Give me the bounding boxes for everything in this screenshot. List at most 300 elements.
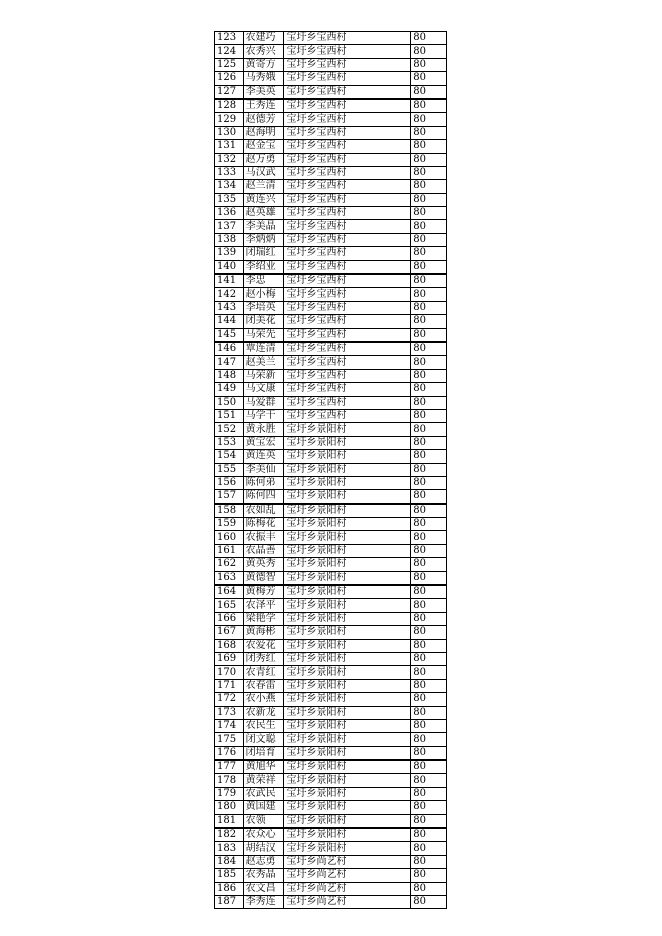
name-cell: 李炳炳 <box>243 233 284 246</box>
table-row <box>215 166 447 179</box>
table-row <box>215 342 447 356</box>
address-cell: 宝圩乡宝西村 <box>284 113 411 126</box>
row-number-cell: 162 <box>215 558 244 571</box>
row-number-cell: 165 <box>215 599 244 612</box>
row-number-cell: 147 <box>215 356 244 369</box>
name-cell: 李美仙 <box>243 463 284 476</box>
row-number-cell: 157 <box>215 490 244 504</box>
row-number-cell: 183 <box>215 842 244 855</box>
table-row <box>215 746 447 760</box>
name-cell: 覃连清 <box>243 342 284 356</box>
amount-cell: 80 <box>411 369 447 382</box>
table-row <box>215 383 447 396</box>
row-number-cell: 145 <box>215 328 244 342</box>
amount-cell: 80 <box>411 396 447 409</box>
address-cell: 宝圩乡宝西村 <box>284 193 411 206</box>
address-cell: 宝圩乡宝西村 <box>284 207 411 220</box>
amount-cell: 80 <box>411 476 447 489</box>
table-row <box>215 58 447 71</box>
name-cell: 黄德智 <box>243 571 284 585</box>
amount-cell: 80 <box>411 153 447 166</box>
row-number-cell: 142 <box>215 288 244 301</box>
address-cell: 宝圩乡尚艺村 <box>284 896 411 909</box>
amount-cell: 80 <box>411 828 447 842</box>
amount-cell: 80 <box>411 450 447 463</box>
table-row <box>215 490 447 504</box>
address-cell: 宝圩乡宝西村 <box>284 288 411 301</box>
amount-cell: 80 <box>411 869 447 882</box>
address-cell: 宝圩乡景阳村 <box>284 476 411 489</box>
amount-cell: 80 <box>411 774 447 787</box>
amount-cell: 80 <box>411 855 447 868</box>
address-cell: 宝圩乡宝西村 <box>284 315 411 328</box>
address-cell: 宝圩乡景阳村 <box>284 652 411 665</box>
amount-cell: 80 <box>411 85 447 99</box>
table-row <box>215 760 447 774</box>
table-row <box>215 733 447 746</box>
row-number-cell: 178 <box>215 774 244 787</box>
table-row <box>215 423 447 436</box>
table-row <box>215 126 447 139</box>
row-number-cell: 175 <box>215 733 244 746</box>
address-cell: 宝圩乡景阳村 <box>284 774 411 787</box>
table-row <box>215 301 447 314</box>
address-cell: 宝圩乡宝西村 <box>284 247 411 260</box>
row-number-cell: 163 <box>215 571 244 585</box>
address-cell: 宝圩乡景阳村 <box>284 733 411 746</box>
amount-cell: 80 <box>411 706 447 719</box>
row-number-cell: 124 <box>215 45 244 58</box>
address-cell: 宝圩乡宝西村 <box>284 153 411 166</box>
row-number-cell: 143 <box>215 301 244 314</box>
amount-cell: 80 <box>411 207 447 220</box>
row-number-cell: 144 <box>215 315 244 328</box>
amount-cell: 80 <box>411 842 447 855</box>
name-cell: 黄国建 <box>243 801 284 814</box>
amount-cell: 80 <box>411 463 447 476</box>
amount-cell: 80 <box>411 45 447 58</box>
table-row <box>215 896 447 909</box>
table-row <box>215 652 447 665</box>
amount-cell: 80 <box>411 233 447 246</box>
name-cell: 李培英 <box>243 301 284 314</box>
address-cell: 宝圩乡景阳村 <box>284 828 411 842</box>
name-cell: 胡结汉 <box>243 842 284 855</box>
address-cell: 宝圩乡景阳村 <box>284 571 411 585</box>
table-row <box>215 32 447 45</box>
amount-cell: 80 <box>411 652 447 665</box>
address-cell: 宝圩乡景阳村 <box>284 612 411 625</box>
table-row <box>215 476 447 489</box>
row-number-cell: 186 <box>215 882 244 895</box>
address-cell: 宝圩乡宝西村 <box>284 45 411 58</box>
table-row <box>215 260 447 274</box>
amount-cell: 80 <box>411 58 447 71</box>
table-row <box>215 113 447 126</box>
address-cell: 宝圩乡宝西村 <box>284 85 411 99</box>
table-row <box>215 207 447 220</box>
address-cell: 宝圩乡宝西村 <box>284 233 411 246</box>
row-number-cell: 158 <box>215 504 244 518</box>
row-number-cell: 135 <box>215 193 244 206</box>
name-cell: 农文昌 <box>243 882 284 895</box>
amount-cell: 80 <box>411 328 447 342</box>
amount-cell: 80 <box>411 787 447 800</box>
name-cell: 闭瑞红 <box>243 247 284 260</box>
name-cell: 黄荣祥 <box>243 774 284 787</box>
name-cell: 赵英雄 <box>243 207 284 220</box>
address-cell: 宝圩乡宝西村 <box>284 166 411 179</box>
name-cell: 农晶善 <box>243 544 284 557</box>
name-cell: 赵德芳 <box>243 113 284 126</box>
table-row <box>215 180 447 193</box>
amount-cell: 80 <box>411 719 447 732</box>
amount-cell: 80 <box>411 518 447 531</box>
name-cell: 黄海彬 <box>243 626 284 639</box>
name-cell: 赵海明 <box>243 126 284 139</box>
row-number-cell: 155 <box>215 463 244 476</box>
amount-cell: 80 <box>411 140 447 153</box>
amount-cell: 80 <box>411 220 447 233</box>
name-cell: 农领 <box>243 814 284 828</box>
name-cell: 黄宝宏 <box>243 436 284 449</box>
table-row <box>215 666 447 679</box>
table-row <box>215 869 447 882</box>
table-row <box>215 274 447 288</box>
amount-cell: 80 <box>411 544 447 557</box>
amount-cell: 80 <box>411 32 447 45</box>
amount-cell: 80 <box>411 882 447 895</box>
table-row <box>215 153 447 166</box>
table-row <box>215 585 447 599</box>
address-cell: 宝圩乡景阳村 <box>284 679 411 692</box>
address-cell: 宝圩乡宝西村 <box>284 126 411 139</box>
table-row <box>215 328 447 342</box>
name-cell: 马爱群 <box>243 396 284 409</box>
table-row <box>215 801 447 814</box>
amount-cell: 80 <box>411 531 447 544</box>
amount-cell: 80 <box>411 315 447 328</box>
name-cell: 赵金宝 <box>243 140 284 153</box>
row-number-cell: 132 <box>215 153 244 166</box>
row-number-cell: 140 <box>215 260 244 274</box>
name-cell: 陈何四 <box>243 490 284 504</box>
table-row <box>215 693 447 706</box>
table-row <box>215 45 447 58</box>
name-cell: 农秀晶 <box>243 869 284 882</box>
name-cell: 农武民 <box>243 787 284 800</box>
amount-cell: 80 <box>411 72 447 85</box>
table-row <box>215 233 447 246</box>
amount-cell: 80 <box>411 599 447 612</box>
row-number-cell: 130 <box>215 126 244 139</box>
row-number-cell: 161 <box>215 544 244 557</box>
address-cell: 宝圩乡景阳村 <box>284 842 411 855</box>
row-number-cell: 138 <box>215 233 244 246</box>
address-cell: 宝圩乡宝西村 <box>284 409 411 422</box>
amount-cell: 80 <box>411 746 447 760</box>
name-cell: 赵兰清 <box>243 180 284 193</box>
name-cell: 陈何弟 <box>243 476 284 489</box>
address-cell: 宝圩乡尚艺村 <box>284 855 411 868</box>
row-number-cell: 159 <box>215 518 244 531</box>
name-cell: 马秀娥 <box>243 72 284 85</box>
name-cell: 李美英 <box>243 85 284 99</box>
name-cell: 赵美兰 <box>243 356 284 369</box>
table-row <box>215 855 447 868</box>
name-cell: 黄英秀 <box>243 558 284 571</box>
row-number-cell: 164 <box>215 585 244 599</box>
amount-cell: 80 <box>411 896 447 909</box>
row-number-cell: 139 <box>215 247 244 260</box>
amount-cell: 80 <box>411 113 447 126</box>
name-cell: 梁艳学 <box>243 612 284 625</box>
name-cell: 闭文聪 <box>243 733 284 746</box>
table-row <box>215 774 447 787</box>
name-cell: 赵志勇 <box>243 855 284 868</box>
amount-cell: 80 <box>411 733 447 746</box>
table-row <box>215 315 447 328</box>
row-number-cell: 176 <box>215 746 244 760</box>
table-row <box>215 463 447 476</box>
name-cell: 农众心 <box>243 828 284 842</box>
table-row <box>215 558 447 571</box>
row-number-cell: 133 <box>215 166 244 179</box>
row-number-cell: 185 <box>215 869 244 882</box>
row-number-cell: 146 <box>215 342 244 356</box>
table-row <box>215 544 447 557</box>
amount-cell: 80 <box>411 612 447 625</box>
address-cell: 宝圩乡景阳村 <box>284 787 411 800</box>
address-cell: 宝圩乡宝西村 <box>284 342 411 356</box>
table-row <box>215 814 447 828</box>
row-number-cell: 171 <box>215 679 244 692</box>
amount-cell: 80 <box>411 274 447 288</box>
amount-cell: 80 <box>411 193 447 206</box>
table-row <box>215 719 447 732</box>
address-cell: 宝圩乡宝西村 <box>284 396 411 409</box>
row-number-cell: 170 <box>215 666 244 679</box>
name-cell: 农秀兴 <box>243 45 284 58</box>
address-cell: 宝圩乡景阳村 <box>284 746 411 760</box>
row-number-cell: 154 <box>215 450 244 463</box>
row-number-cell: 148 <box>215 369 244 382</box>
table-row <box>215 842 447 855</box>
name-cell: 黄连兴 <box>243 193 284 206</box>
address-cell: 宝圩乡景阳村 <box>284 544 411 557</box>
amount-cell: 80 <box>411 436 447 449</box>
address-cell: 宝圩乡宝西村 <box>284 220 411 233</box>
amount-cell: 80 <box>411 260 447 274</box>
roster-table-body <box>215 32 447 909</box>
address-cell: 宝圩乡景阳村 <box>284 585 411 599</box>
address-cell: 宝圩乡景阳村 <box>284 558 411 571</box>
amount-cell: 80 <box>411 679 447 692</box>
table-row <box>215 679 447 692</box>
row-number-cell: 174 <box>215 719 244 732</box>
table-row <box>215 571 447 585</box>
address-cell: 宝圩乡景阳村 <box>284 504 411 518</box>
amount-cell: 80 <box>411 166 447 179</box>
row-number-cell: 181 <box>215 814 244 828</box>
amount-cell: 80 <box>411 356 447 369</box>
name-cell: 李秀连 <box>243 896 284 909</box>
address-cell: 宝圩乡宝西村 <box>284 274 411 288</box>
row-number-cell: 137 <box>215 220 244 233</box>
address-cell: 宝圩乡景阳村 <box>284 693 411 706</box>
amount-cell: 80 <box>411 571 447 585</box>
table-row <box>215 828 447 842</box>
name-cell: 黄连英 <box>243 450 284 463</box>
name-cell: 农振丰 <box>243 531 284 544</box>
address-cell: 宝圩乡宝西村 <box>284 140 411 153</box>
amount-cell: 80 <box>411 639 447 652</box>
name-cell: 黄旭华 <box>243 760 284 774</box>
address-cell: 宝圩乡景阳村 <box>284 801 411 814</box>
amount-cell: 80 <box>411 693 447 706</box>
amount-cell: 80 <box>411 666 447 679</box>
address-cell: 宝圩乡景阳村 <box>284 450 411 463</box>
table-row <box>215 639 447 652</box>
row-number-cell: 184 <box>215 855 244 868</box>
name-cell: 马学干 <box>243 409 284 422</box>
amount-cell: 80 <box>411 301 447 314</box>
name-cell: 农如乱 <box>243 504 284 518</box>
address-cell: 宝圩乡景阳村 <box>284 760 411 774</box>
address-cell: 宝圩乡景阳村 <box>284 423 411 436</box>
amount-cell: 80 <box>411 760 447 774</box>
name-cell: 马汉武 <box>243 166 284 179</box>
row-number-cell: 141 <box>215 274 244 288</box>
row-number-cell: 151 <box>215 409 244 422</box>
table-row <box>215 599 447 612</box>
amount-cell: 80 <box>411 626 447 639</box>
address-cell: 宝圩乡景阳村 <box>284 626 411 639</box>
row-number-cell: 149 <box>215 383 244 396</box>
table-row <box>215 612 447 625</box>
name-cell: 黄梅芳 <box>243 585 284 599</box>
address-cell: 宝圩乡宝西村 <box>284 180 411 193</box>
row-number-cell: 129 <box>215 113 244 126</box>
table-row <box>215 193 447 206</box>
row-number-cell: 172 <box>215 693 244 706</box>
table-row <box>215 396 447 409</box>
address-cell: 宝圩乡景阳村 <box>284 599 411 612</box>
amount-cell: 80 <box>411 342 447 356</box>
name-cell: 闭培育 <box>243 746 284 760</box>
address-cell: 宝圩乡宝西村 <box>284 32 411 45</box>
name-cell: 农春雷 <box>243 679 284 692</box>
row-number-cell: 166 <box>215 612 244 625</box>
name-cell: 农泽平 <box>243 599 284 612</box>
address-cell: 宝圩乡宝西村 <box>284 356 411 369</box>
name-cell: 闭秀红 <box>243 652 284 665</box>
table-row <box>215 247 447 260</box>
address-cell: 宝圩乡景阳村 <box>284 719 411 732</box>
row-number-cell: 131 <box>215 140 244 153</box>
table-row <box>215 369 447 382</box>
row-number-cell: 152 <box>215 423 244 436</box>
name-cell: 陈梅花 <box>243 518 284 531</box>
address-cell: 宝圩乡宝西村 <box>284 328 411 342</box>
address-cell: 宝圩乡景阳村 <box>284 518 411 531</box>
address-cell: 宝圩乡景阳村 <box>284 666 411 679</box>
amount-cell: 80 <box>411 288 447 301</box>
address-cell: 宝圩乡景阳村 <box>284 490 411 504</box>
amount-cell: 80 <box>411 99 447 113</box>
name-cell: 马荣先 <box>243 328 284 342</box>
address-cell: 宝圩乡景阳村 <box>284 463 411 476</box>
amount-cell: 80 <box>411 504 447 518</box>
amount-cell: 80 <box>411 409 447 422</box>
amount-cell: 80 <box>411 126 447 139</box>
amount-cell: 80 <box>411 247 447 260</box>
name-cell: 李绍业 <box>243 260 284 274</box>
table-row <box>215 787 447 800</box>
address-cell: 宝圩乡景阳村 <box>284 436 411 449</box>
address-cell: 宝圩乡尚艺村 <box>284 869 411 882</box>
address-cell: 宝圩乡尚艺村 <box>284 882 411 895</box>
address-cell: 宝圩乡景阳村 <box>284 814 411 828</box>
table-row <box>215 288 447 301</box>
name-cell: 王秀连 <box>243 99 284 113</box>
row-number-cell: 179 <box>215 787 244 800</box>
name-cell: 闭美花 <box>243 315 284 328</box>
row-number-cell: 134 <box>215 180 244 193</box>
address-cell: 宝圩乡宝西村 <box>284 260 411 274</box>
address-cell: 宝圩乡景阳村 <box>284 531 411 544</box>
address-cell: 宝圩乡宝西村 <box>284 301 411 314</box>
name-cell: 农小燕 <box>243 693 284 706</box>
table-row <box>215 626 447 639</box>
row-number-cell: 160 <box>215 531 244 544</box>
address-cell: 宝圩乡景阳村 <box>284 639 411 652</box>
table-row <box>215 706 447 719</box>
row-number-cell: 167 <box>215 626 244 639</box>
row-number-cell: 127 <box>215 85 244 99</box>
amount-cell: 80 <box>411 558 447 571</box>
row-number-cell: 169 <box>215 652 244 665</box>
row-number-cell: 150 <box>215 396 244 409</box>
table-row <box>215 409 447 422</box>
table-row <box>215 436 447 449</box>
row-number-cell: 187 <box>215 896 244 909</box>
table-row <box>215 356 447 369</box>
name-cell: 黄寄方 <box>243 58 284 71</box>
address-cell: 宝圩乡景阳村 <box>284 706 411 719</box>
row-number-cell: 128 <box>215 99 244 113</box>
row-number-cell: 180 <box>215 801 244 814</box>
row-number-cell: 182 <box>215 828 244 842</box>
row-number-cell: 177 <box>215 760 244 774</box>
table-row <box>215 531 447 544</box>
amount-cell: 80 <box>411 490 447 504</box>
name-cell: 李美晶 <box>243 220 284 233</box>
table-row <box>215 220 447 233</box>
row-number-cell: 153 <box>215 436 244 449</box>
table-row <box>215 85 447 99</box>
row-number-cell: 173 <box>215 706 244 719</box>
name-cell: 农民生 <box>243 719 284 732</box>
name-cell: 赵万勇 <box>243 153 284 166</box>
row-number-cell: 168 <box>215 639 244 652</box>
amount-cell: 80 <box>411 814 447 828</box>
name-cell: 马文康 <box>243 383 284 396</box>
address-cell: 宝圩乡宝西村 <box>284 58 411 71</box>
name-cell: 赵小梅 <box>243 288 284 301</box>
name-cell: 李忠 <box>243 274 284 288</box>
row-number-cell: 123 <box>215 32 244 45</box>
